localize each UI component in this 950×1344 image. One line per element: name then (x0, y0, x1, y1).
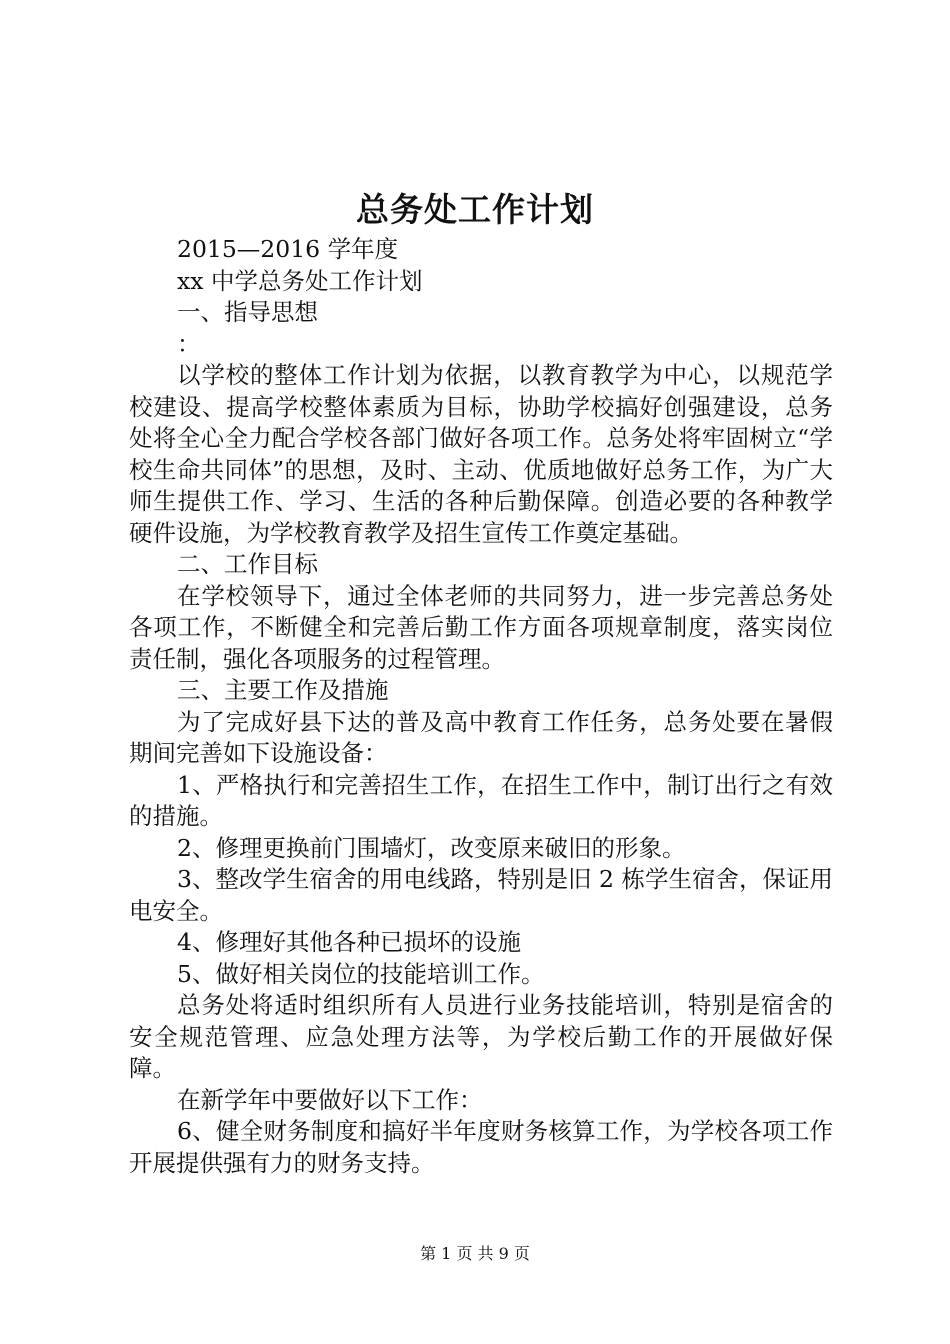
heading-work-goals: 二、工作目标 (177, 550, 318, 578)
list-item-1: 1、严格执行和完善招生工作，在招生工作中，制订出行之有效的措施。 (129, 770, 833, 830)
paragraph-ideology-text: 以学校的整体工作计划为依据，以教育教学为中心，以规范学校建设、提高学校整体素质为目标，协助学校搞好创强建设，总务处将全心全力配合学校各部门做好各项工作。总务处将牢固树立“学校生命共同体”的思想，及时、主动、优质地做好总务工作，为广大师生提供工作、学习、生活的各种后勤保障。创造必要的各种教学硬件设施，为学校教育教学及招生宣传工作奠定基础。 (129, 361, 833, 547)
paragraph-main-work-intro: 为了完成好县下达的普及高中教育工作任务，总务处要在暑假期间完善如下设施设备： (129, 707, 833, 767)
heading-guiding-ideology: 一、指导思想 (177, 298, 318, 326)
list-item-4: 4、修理好其他各种已损坏的设施 (177, 928, 521, 956)
page-footer: 第 1 页 共 9 页 (420, 1244, 530, 1263)
list-item-2: 2、修理更换前门围墙灯，改变原来破旧的形象。 (177, 833, 686, 862)
list-item-6: 6、健全财务制度和搞好半年度财务核算工作，为学校各项工作开展提供强有力的财务支持。 (129, 1117, 833, 1177)
paragraph-colon: ： (177, 329, 201, 358)
paragraph-goals-text: 在学校领导下，通过全体老师的共同努力，进一步完善总务处各项工作，不断健全和完善后勤工作方面各项规章制度，落实岗位责任制，强化各项服务的过程管理。 (129, 581, 833, 673)
paragraph-new-year-intro: 在新学年中要做好以下工作： (177, 1085, 483, 1114)
document-body (129, 234, 833, 1179)
list-item-5: 5、做好相关岗位的技能培训工作。 (177, 959, 545, 988)
paragraph-plan-name: xx 中学总务处工作计划 (177, 266, 423, 295)
list-item-3: 3、整改学生宿舍的用电线路，特别是旧 2 栋学生宿舍，保证用电安全。 (129, 865, 833, 925)
heading-main-work: 三、主要工作及措施 (177, 676, 389, 704)
document-title: 总务处工作计划 (356, 190, 594, 229)
paragraph-training: 总务处将适时组织所有人员进行业务技能培训，特别是宿舍的安全规范管理、应急处理方法等，为学校后勤工作的开展做好保障。 (129, 991, 833, 1082)
paragraph-school-year: 2015—2016 学年度 (177, 235, 399, 263)
